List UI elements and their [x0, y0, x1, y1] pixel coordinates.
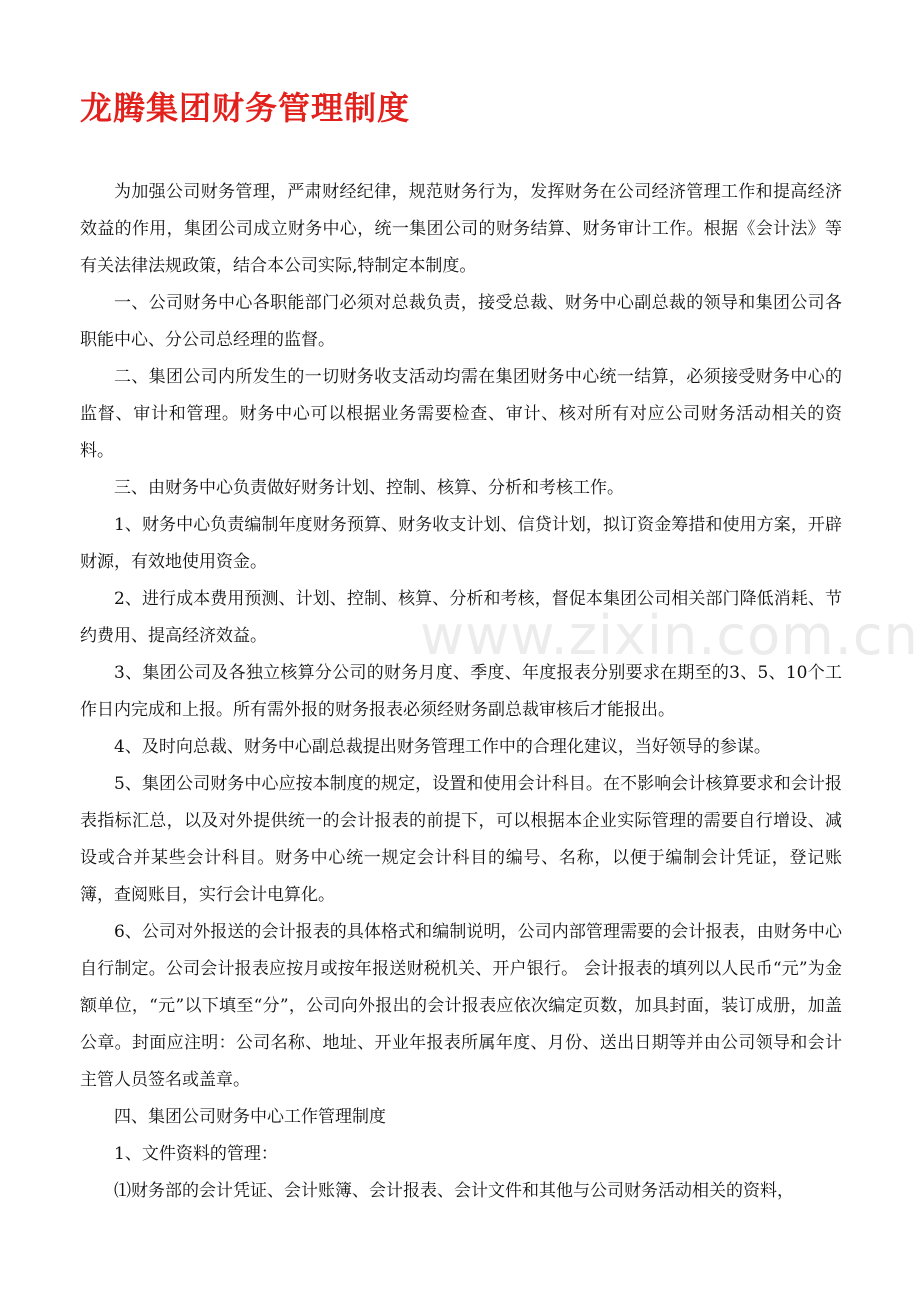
paragraph-item-4-1: 1、文件资料的管理：: [114, 1144, 278, 1164]
paragraph-item-3-2: 2、进行成本费用预测、计划、控制、核算、分析和考核，督促本集团公司相关部门降低消耗、节约费用、提高经济效益。: [80, 589, 842, 646]
paragraph-section-4-heading: 四、集团公司财务中心工作管理制度: [114, 1107, 386, 1127]
paragraph-item-3-1: 1、财务中心负责编制年度财务预算、财务收支计划、信贷计划，拟订资金筹措和使用方案，开辟财源，有效地使用资金。: [80, 515, 842, 572]
paragraph-item-3-4: 4、及时向总裁、财务中心副总裁提出财务管理工作中的合理化建议，当好领导的参谋。: [114, 737, 771, 757]
paragraph-item-3-6: 6、公司对外报送的会计报表的具体格式和编制说明，公司内部管理需要的会计报表，由财务中心自行制定。公司会计报表应按月或按年报送财税机关、开户银行。 会计报表的填列以人民币“元”为金额单位，“元”以下填至“分”，公司向外报出的会计报表应依次编定页数，加具封面，装订成册，加盖公章。封面应注明：公司名称、地址、开业年报表所属年度、月份、送出日期等并由公司领导和会计主管人员签名或盖章。: [80, 922, 842, 1090]
paragraph-section-3: 三、由财务中心负责做好财务计划、控制、核算、分析和考核工作。: [114, 478, 624, 498]
paragraph-item-3-3: 3、集团公司及各独立核算分公司的财务月度、季度、年度报表分别要求在期至的3、5、10个工作日内完成和上报。所有需外报的财务报表必须经财务副总裁审核后才能报出。: [80, 663, 842, 720]
document-body: [80, 174, 842, 1210]
document-title: 龙腾集团财务管理制度: [80, 89, 411, 127]
watermark-text: www.zixin.com.cn: [420, 604, 919, 667]
paragraph-item-4-1-1: ⑴财务部的会计凭证、会计账簿、会计报表、会计文件和其他与公司财务活动相关的资料，: [114, 1181, 794, 1201]
paragraph-section-2: 二、集团公司内所发生的一切财务收支活动均需在集团财务中心统一结算，必须接受财务中心的监督、审计和管理。财务中心可以根据业务需要检查、审计、核对所有对应公司财务活动相关的资料。: [80, 367, 842, 461]
paragraph-section-1: 一、公司财务中心各职能部门必须对总裁负责，接受总裁、财务中心副总裁的领导和集团公司各职能中心、分公司总经理的监督。: [80, 293, 842, 350]
paragraph-item-3-5: 5、集团公司财务中心应按本制度的规定，设置和使用会计科目。在不影响会计核算要求和会计报表指标汇总，以及对外提供统一的会计报表的前提下，可以根据本企业实际管理的需要自行增设、减设或合并某些会计科目。财务中心统一规定会计科目的编号、名称，以便于编制会计凭证，登记账簿，查阅账目，实行会计电算化。: [80, 774, 842, 905]
paragraph-intro: 为加强公司财务管理，严肃财经纪律，规范财务行为，发挥财务在公司经济管理工作和提高经济效益的作用，集团公司成立财务中心，统一集团公司的财务结算、财务审计工作。根据《会计法》等有关法律法规政策，结合本公司实际,特制定本制度。: [80, 182, 842, 276]
